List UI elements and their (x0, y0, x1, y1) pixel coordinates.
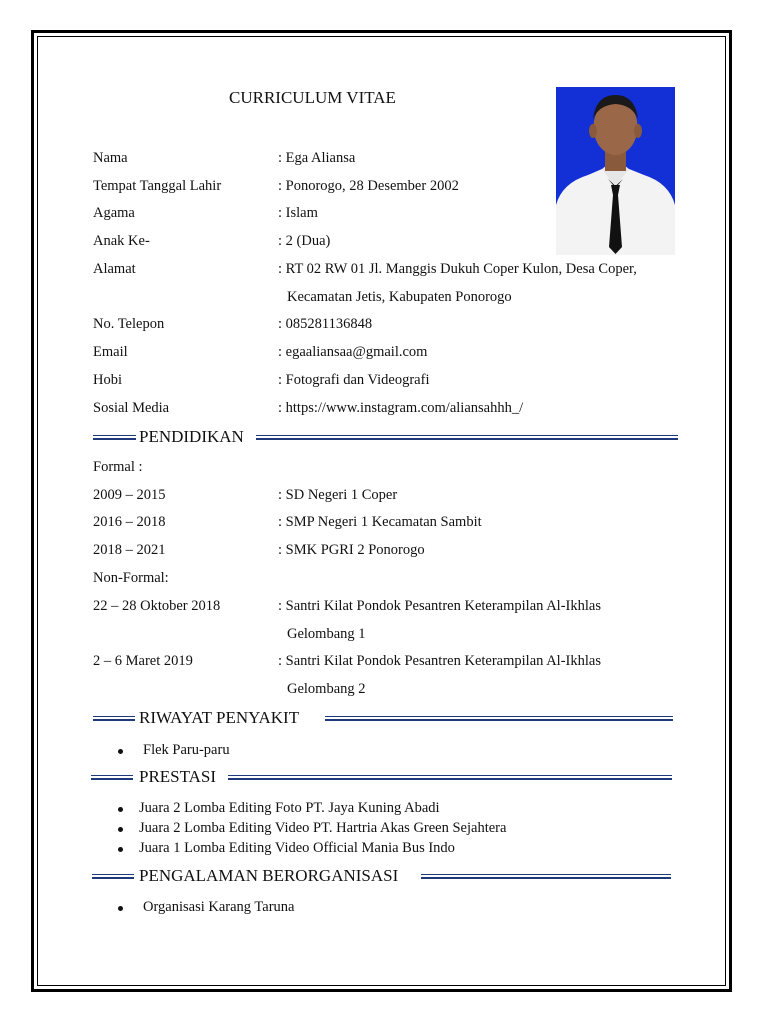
bullet-icon (118, 847, 123, 852)
section-organisasi (93, 866, 678, 889)
list-item: Flek Paru-paru (143, 742, 230, 758)
section-rule (93, 435, 136, 440)
info-value-continued: Kecamatan Jetis, Kabupaten Ponorogo (287, 289, 512, 305)
info-label: Tempat Tanggal Lahir (93, 178, 222, 194)
section-rule (92, 874, 134, 879)
info-value: : 2 (Dua) (278, 233, 331, 249)
info-value: : Ega Aliansa (278, 150, 356, 166)
section-rule (325, 716, 673, 721)
education-program-continued: Gelombang 2 (287, 681, 366, 697)
info-value: : RT 02 RW 01 Jl. Manggis Dukuh Coper Kulon, Desa Coper, (278, 261, 637, 277)
education-program-continued: Gelombang 1 (287, 626, 366, 642)
education-program: : Santri Kilat Pondok Pesantren Keterampilan Al-Ikhlas (278, 653, 601, 669)
education-period: 2 – 6 Maret 2019 (93, 653, 193, 669)
profile-photo (556, 87, 675, 255)
formal-label: Formal : (93, 459, 143, 475)
education-period: 2018 – 2021 (93, 542, 166, 558)
list-item: Organisasi Karang Taruna (143, 899, 295, 915)
section-rule (421, 874, 671, 879)
education-period: 22 – 28 Oktober 2018 (93, 598, 221, 614)
section-heading: PRESTASI (139, 767, 217, 786)
info-label: Agama (93, 205, 135, 221)
section-riwayat-penyakit (93, 708, 678, 731)
section-pendidikan (93, 427, 678, 450)
education-period: 2009 – 2015 (93, 487, 166, 503)
info-label: Alamat (93, 261, 136, 277)
section-heading: PENDIDIKAN (139, 427, 244, 446)
info-value: : Ponorogo, 28 Desember 2002 (278, 178, 459, 194)
info-value: : https://www.instagram.com/aliansahhh_/ (278, 400, 524, 416)
bullet-icon (118, 827, 123, 832)
portrait-icon (556, 87, 675, 255)
info-label: Hobi (93, 372, 122, 388)
list-item: Juara 2 Lomba Editing Video PT. Hartria Akas Green Sejahtera (139, 820, 507, 836)
education-program: : Santri Kilat Pondok Pesantren Keterampilan Al-Ikhlas (278, 598, 601, 614)
info-value: : Fotografi dan Videografi (278, 372, 430, 388)
document-title: CURRICULUM VITAE (229, 88, 396, 107)
section-heading: PENGALAMAN BERORGANISASI (139, 866, 399, 885)
info-label: Anak Ke- (93, 233, 150, 249)
education-school: : SD Negeri 1 Coper (278, 487, 398, 503)
info-label: No. Telepon (93, 316, 165, 332)
section-rule (256, 435, 678, 440)
education-school: : SMP Negeri 1 Kecamatan Sambit (278, 514, 482, 530)
info-label: Sosial Media (93, 400, 170, 416)
nonformal-label: Non-Formal: (93, 570, 169, 586)
info-value: : 085281136848 (278, 316, 373, 332)
education-school: : SMK PGRI 2 Ponorogo (278, 542, 425, 558)
list-item: Juara 1 Lomba Editing Video Official Mania Bus Indo (139, 840, 455, 856)
info-value: : Islam (278, 205, 318, 221)
list-item: Juara 2 Lomba Editing Foto PT. Jaya Kuning Abadi (139, 800, 440, 816)
section-rule (93, 716, 135, 721)
education-period: 2016 – 2018 (93, 514, 166, 530)
bullet-icon (118, 906, 123, 911)
section-rule (91, 775, 133, 780)
bullet-icon (118, 807, 123, 812)
info-label: Email (93, 344, 128, 360)
info-label: Nama (93, 150, 128, 166)
info-value: : egaaliansaa@gmail.com (278, 344, 428, 360)
bullet-icon (118, 749, 123, 754)
section-rule (228, 775, 672, 780)
section-heading: RIWAYAT PENYAKIT (139, 708, 300, 727)
section-prestasi (93, 767, 678, 790)
